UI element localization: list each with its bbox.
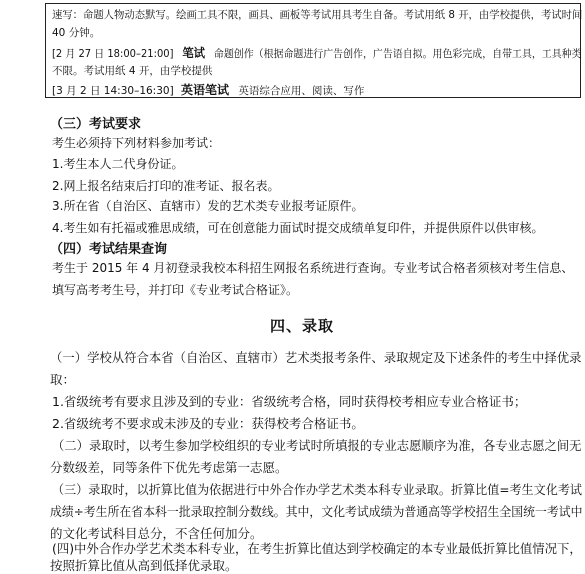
english-exam-text: 英语综合应用、阅读、写作 (238, 85, 365, 97)
written-exam-label: 笔试 (182, 46, 206, 60)
box-line-written-exam (52, 44, 582, 61)
admission-para-3-cont: 的文化考试科目总分，不含任何加分。 (50, 526, 263, 541)
requirement-item: 3.所在省（自治区、直辖市）发的艺术类专业报考证原件。 (52, 199, 364, 213)
result-query-line: 填写高考考生号，并打印《专业考试合格证》。 (52, 283, 299, 297)
admission-para-1-cont: 取： (50, 372, 76, 387)
admission-para-4-cont: 按照折算比值从高到低择优录取。 (50, 558, 238, 573)
part-heading-admission: 四、录取 (270, 317, 335, 335)
english-exam-date: [3 月 2 日 14:30–16:30] (52, 85, 174, 97)
section-heading-exam-requirements: （三）考试要求 (50, 117, 142, 132)
admission-para-4: (四)中外合作办学艺术类本科专业，在考生折算比值达到学校确定的本专业最低折算比值情况下， (52, 541, 582, 556)
requirement-item: 1.考生本人二代身份证。 (52, 157, 184, 171)
admission-item: 1.省级统考有要求且涉及到的专业：省级统考合格，同时获得校考相应专业合格证书； (52, 394, 527, 409)
admission-item: 2.省级统考不要求或未涉及的专业：获得校考合格证书。 (52, 416, 364, 431)
requirement-item: 4.考生如有托福或雅思成绩，可在创意能力面试时提交成绩单复印件，并提供原件以供审核。 (52, 221, 544, 235)
box-line-sketch-time: 40 分钟。 (52, 27, 101, 39)
exam-requirements-intro: 考生必须持下列材料参加考试： (52, 136, 221, 150)
result-query-line: 考生于 2015 年 4 月初登录我校本科招生网报名系统进行查询。专业考试合格者须核对考生信息、 (52, 261, 574, 275)
admission-para-2-cont: 分数级差，同等条件下优先考虑第一志愿。 (50, 460, 288, 475)
box-line-sketch: 速写：命题人物动态默写。绘画工具不限，画具、画板等考试用具考生自备。考试用纸 8 开，由学校提供，考试时间 (52, 9, 583, 21)
written-exam-date: [2 月 27 日 18:00–21:00] (52, 48, 174, 60)
admission-para-1: （一）学校从符合本省（自治区、直辖市）艺术类报考条件、录取规定及下述条件的考生中择优录 (50, 350, 582, 365)
admission-para-2: （二）录取时，以考生参加学校组织的专业考试时所填报的专业志愿顺序为准，各专业志愿之间无 (52, 438, 582, 453)
requirement-item: 2.网上报名结束后打印的准考证、报名表。 (52, 179, 280, 193)
box-line-written-exam-cont: 不限。考试用纸 4 开，由学校提供 (52, 65, 213, 77)
section-heading-result-query: （四）考试结果查询 (50, 242, 168, 257)
admission-para-3: （三）录取时，以折算比值为依据进行中外合作办学艺术类本科专业录取。折算比值=考生文化考试 (52, 482, 583, 497)
admission-para-3-cont: 成绩÷考生所在省本科一批录取控制分数线。其中，文化考试成绩为普通高等学校招生全国统一考试中 (50, 504, 583, 519)
written-exam-text: 命题创作（根据命题进行广告创作，广告语自拟。用色彩完成，自带工具，工具种类 (213, 48, 582, 60)
english-exam-label: 英语笔试 (181, 83, 230, 97)
box-line-english-exam (52, 81, 364, 98)
